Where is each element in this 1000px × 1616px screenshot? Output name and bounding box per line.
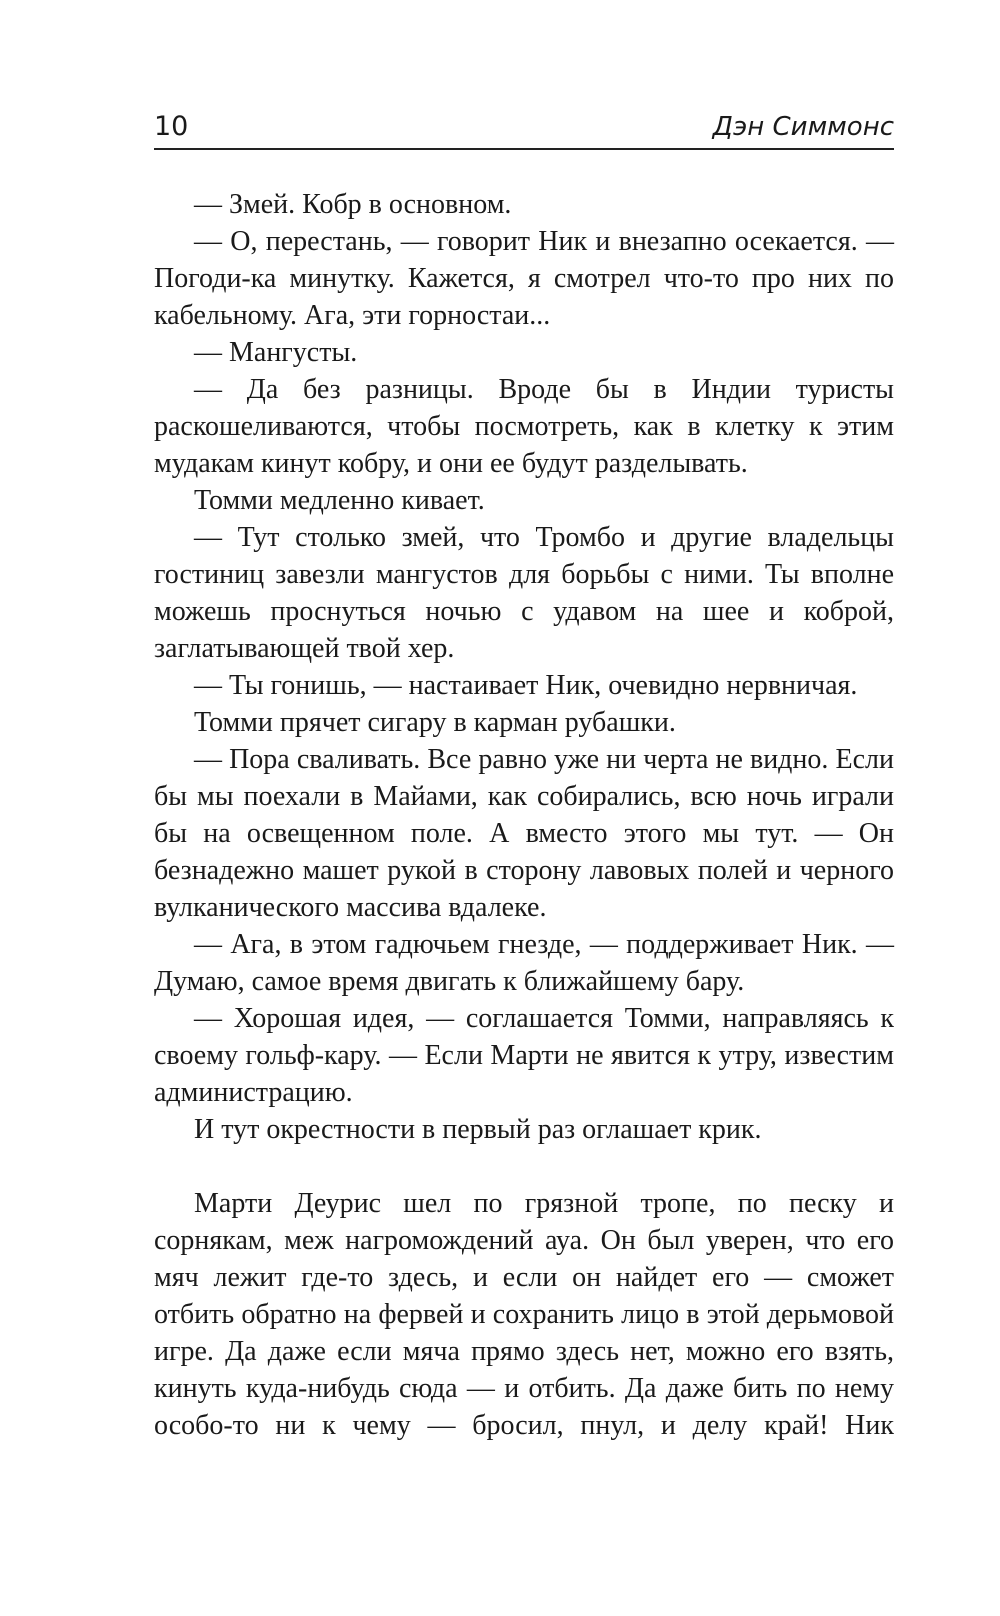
paragraph: — Ты гонишь, — настаивает Ник, очевидно нервничая.: [194, 670, 858, 701]
paragraph: — Змей. Кобр в основном.: [194, 189, 512, 220]
paragraph: Томми прячет сигару в карман рубашки.: [194, 707, 676, 738]
page-number: 10: [154, 111, 189, 142]
page-header: [154, 104, 894, 150]
paragraph: — Пора сваливать. Все равно уже ни черта не видно. Если бы мы поехали в Майами, как собирались, всю ночь играли бы на освещенном поле. А вместо этого мы тут. — Он безнадежно машет рукой в сторону лавовых полей и черного вулканического массива вдалеке.: [154, 744, 894, 923]
body-text: [154, 186, 894, 1444]
paragraph: — Хорошая идея, — соглашается Томми, направляясь к своему гольф-кару. — Если Марти не явится к утру, известим администрацию.: [154, 1003, 894, 1108]
paragraph: Томми медленно кивает.: [194, 485, 485, 516]
paragraph: — Ага, в этом гадючьем гнезде, — поддерживает Ник. — Думаю, самое время двигать к ближайшему бару.: [154, 929, 894, 997]
running-title-author: Дэн Симмонс: [712, 112, 894, 142]
section-break: [154, 1148, 894, 1185]
paragraph: И тут окрестности в первый раз оглашает крик.: [194, 1114, 762, 1145]
paragraph: — О, перестань, — говорит Ник и внезапно осекается. — Погоди-ка минутку. Кажется, я смотрел что-то про них по кабельному. Ага, эти горностаи...: [154, 226, 894, 331]
paragraph: Марти Деурис шел по грязной тропе, по песку и сорнякам, меж нагромождений ауа. Он был уверен, что его мяч лежит где-то здесь, и если он найдет его — сможет отбить обратно на фервей и сохранить лицо в этой дерьмовой игре. Да даже если мяча прямо здесь нет, можно его взять, кинуть куда-нибудь сюда — и отбить. Да даже бить по нему особо-то ни к чему — бросил, пнул, и делу край! Ник: [154, 1188, 894, 1441]
paragraph: — Мангусты.: [194, 337, 358, 368]
paragraph: — Да без разницы. Вроде бы в Индии туристы раскошеливаются, чтобы посмотреть, как в клетку к этим мудакам кинут кобру, и они ее будут разделывать.: [154, 374, 894, 479]
paragraph: — Тут столько змей, что Тромбо и другие владельцы гостиниц завезли мангустов для борьбы с ними. Ты вполне можешь проснуться ночью с удавом на шее и коброй, заглатывающей твой хер.: [154, 522, 894, 664]
